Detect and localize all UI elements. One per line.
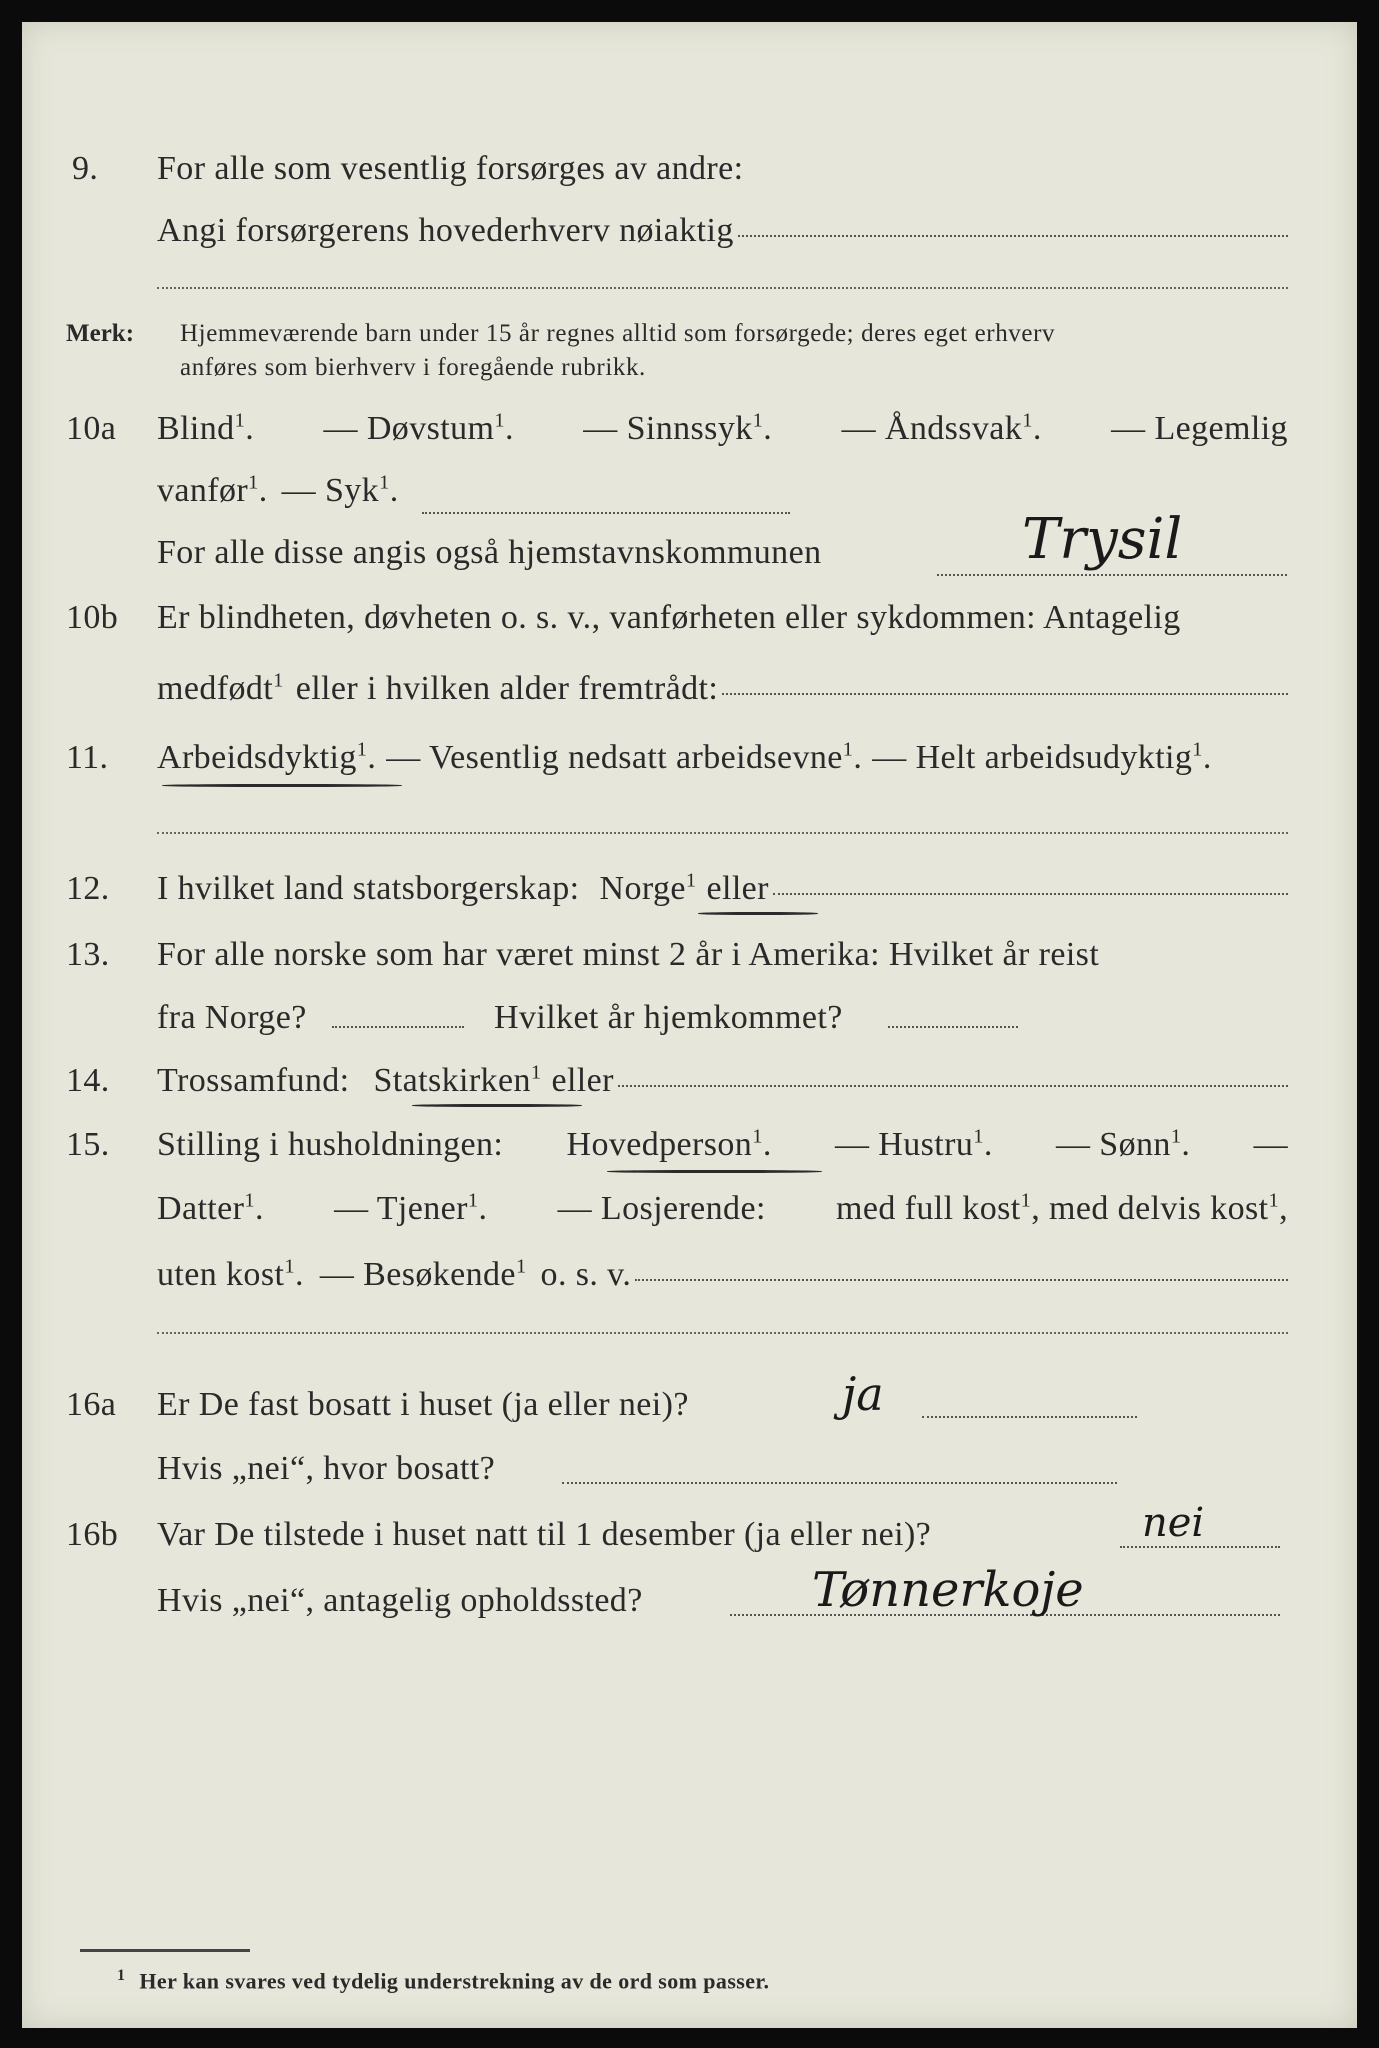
hjemstavn-handwritten-answer: Trysil [1022, 507, 1183, 572]
hjemstavn-label: For alle disse angis også hjemstavnskommunen [157, 534, 822, 571]
q16b-handwritten-answer: nei [1142, 1500, 1205, 1546]
option-blind[interactable]: Blind$^1$. [157, 409, 255, 447]
merk-text-line1: Hjemmeværende barn under 15 år regnes alltid som forsørgede; deres eget erhverv [180, 320, 1056, 347]
option-dovstum[interactable]: — Døvstum$^1$. [323, 409, 514, 447]
q10b-age-label: eller i hvilken alder fremtrådt: [295, 670, 719, 707]
option-losjerende: — Losjerende: [557, 1190, 766, 1227]
q10b-text: Er blindheten, døvheten o. s. v., vanførheten eller sykdommen: Antagelig [157, 599, 1181, 636]
option-norge[interactable]: Norge$^1$ [599, 869, 697, 907]
option-datter[interactable]: Datter$^1$. [157, 1189, 264, 1227]
q16a-where-field[interactable] [562, 1482, 1117, 1484]
q10a-number: 10a [66, 410, 117, 447]
q16a-answer-field[interactable] [922, 1416, 1137, 1418]
q16b-location-label: Hvis „nei“, antagelig opholdssted? [157, 1582, 643, 1619]
hovedperson-underline [607, 1170, 822, 1173]
option-syk[interactable]: — Syk$^1$. [281, 471, 399, 509]
option-tjener[interactable]: — Tjener$^1$. [334, 1189, 488, 1227]
q13-text: For alle norske som har været minst 2 år i Amerika: Hvilket år reist [157, 936, 1100, 973]
q13-return-label: Hvilket år hjemkommet? [494, 999, 843, 1036]
q9-extra-line[interactable] [157, 287, 1288, 289]
footnote-mark: 1 [117, 1967, 126, 1984]
q11-number: 11. [66, 739, 109, 776]
q15-other-field[interactable] [635, 1279, 1288, 1281]
q14-eller: eller [551, 1062, 614, 1099]
q10b-age-field[interactable] [722, 693, 1288, 695]
hjemstavn-field[interactable] [937, 574, 1287, 576]
q16a-handwritten-answer: ja [842, 1367, 884, 1421]
option-hovedperson[interactable]: Hovedperson$^1$. [566, 1125, 772, 1163]
q15-number: 15. [66, 1126, 110, 1163]
q9-occupation-field[interactable] [738, 235, 1288, 237]
q16b-number: 16b [66, 1516, 119, 1553]
footnote [117, 1967, 769, 1994]
q15-extra-line[interactable] [157, 1332, 1288, 1334]
option-besokende[interactable]: — Besøkende$^1$ [319, 1255, 527, 1293]
q14-religion-field[interactable] [618, 1085, 1288, 1087]
option-statskirken[interactable]: Statskirken$^1$ [373, 1061, 542, 1099]
option-vanfor[interactable]: vanfør$^1$. [157, 471, 268, 509]
footnote-rule [80, 1949, 250, 1952]
q12-country-field[interactable] [773, 893, 1288, 895]
q13-number: 13. [66, 936, 110, 973]
q15-dash: — [1253, 1126, 1288, 1163]
option-sonn[interactable]: — Sønn$^1$. [1056, 1125, 1191, 1163]
option-uten-kost[interactable]: uten kost$^1$. [157, 1255, 304, 1293]
q16a-where-label: Hvis „nei“, hvor bosatt? [157, 1450, 496, 1487]
q16b-answer-field[interactable] [1120, 1546, 1280, 1548]
option-nedsatt-arbeidsevne[interactable]: — Vesentlig nedsatt arbeidsevne$^1$. [386, 738, 863, 776]
q12-label: I hvilket land statsborgerskap: [157, 870, 580, 907]
q16b-question: Var De tilstede i huset natt til 1 desember (ja eller nei)? [157, 1516, 932, 1553]
q10a-syk-field[interactable] [422, 512, 790, 514]
option-sinnssyk[interactable]: — Sinnssyk$^1$. [583, 409, 773, 447]
q13-departure-field[interactable] [332, 1026, 464, 1028]
norge-underline [698, 912, 818, 915]
option-andssvak[interactable]: — Åndssvak$^1$. [841, 409, 1042, 447]
q9-text: For alle som vesentlig forsørges av andre: [157, 150, 744, 187]
q9-occupation-label: Angi forsørgerens hovederhverv nøiaktig [157, 212, 734, 249]
q13-departure-label: fra Norge? [157, 999, 307, 1036]
q14-label: Trossamfund: [157, 1062, 350, 1099]
q15-label: Stilling i husholdningen: [157, 1126, 504, 1163]
option-medfodt[interactable]: medfødt$^1$ [157, 669, 284, 707]
option-full-kost[interactable]: med full kost$^1$, med delvis kost$^1$, [836, 1189, 1288, 1227]
q12-number: 12. [66, 870, 110, 907]
merk-text-line2: anføres som bierhverv i foregående rubrikk. [180, 354, 646, 381]
statskirken-underline [412, 1104, 582, 1107]
option-arbeidsudyktig[interactable]: — Helt arbeidsudyktig$^1$. [872, 738, 1212, 776]
q9-number: 9. [72, 150, 99, 187]
q14-number: 14. [66, 1062, 110, 1099]
footnote-text: Her kan svares ved tydelig understrekning av de ord som passer. [139, 1968, 770, 1994]
q10b-number: 10b [66, 599, 119, 636]
q11-extra-line[interactable] [157, 832, 1288, 834]
q13-return-field[interactable] [888, 1026, 1018, 1028]
q16a-number: 16a [66, 1386, 117, 1423]
arbeidsdyktig-underline [162, 784, 402, 787]
q16a-question: Er De fast bosatt i huset (ja eller nei)? [157, 1386, 689, 1423]
census-form-page [22, 22, 1357, 2028]
q12-eller: eller [706, 870, 769, 907]
option-legemlig[interactable]: — Legemlig [1111, 410, 1288, 447]
q16b-handwritten-location: Tønnerkoje [812, 1562, 1084, 1618]
option-hustru[interactable]: — Hustru$^1$. [834, 1125, 993, 1163]
q15-osv: o. s. v. [540, 1256, 632, 1293]
option-arbeidsdyktig[interactable]: Arbeidsdyktig$^1$. [157, 738, 377, 776]
merk-label: Merk: [66, 320, 135, 347]
